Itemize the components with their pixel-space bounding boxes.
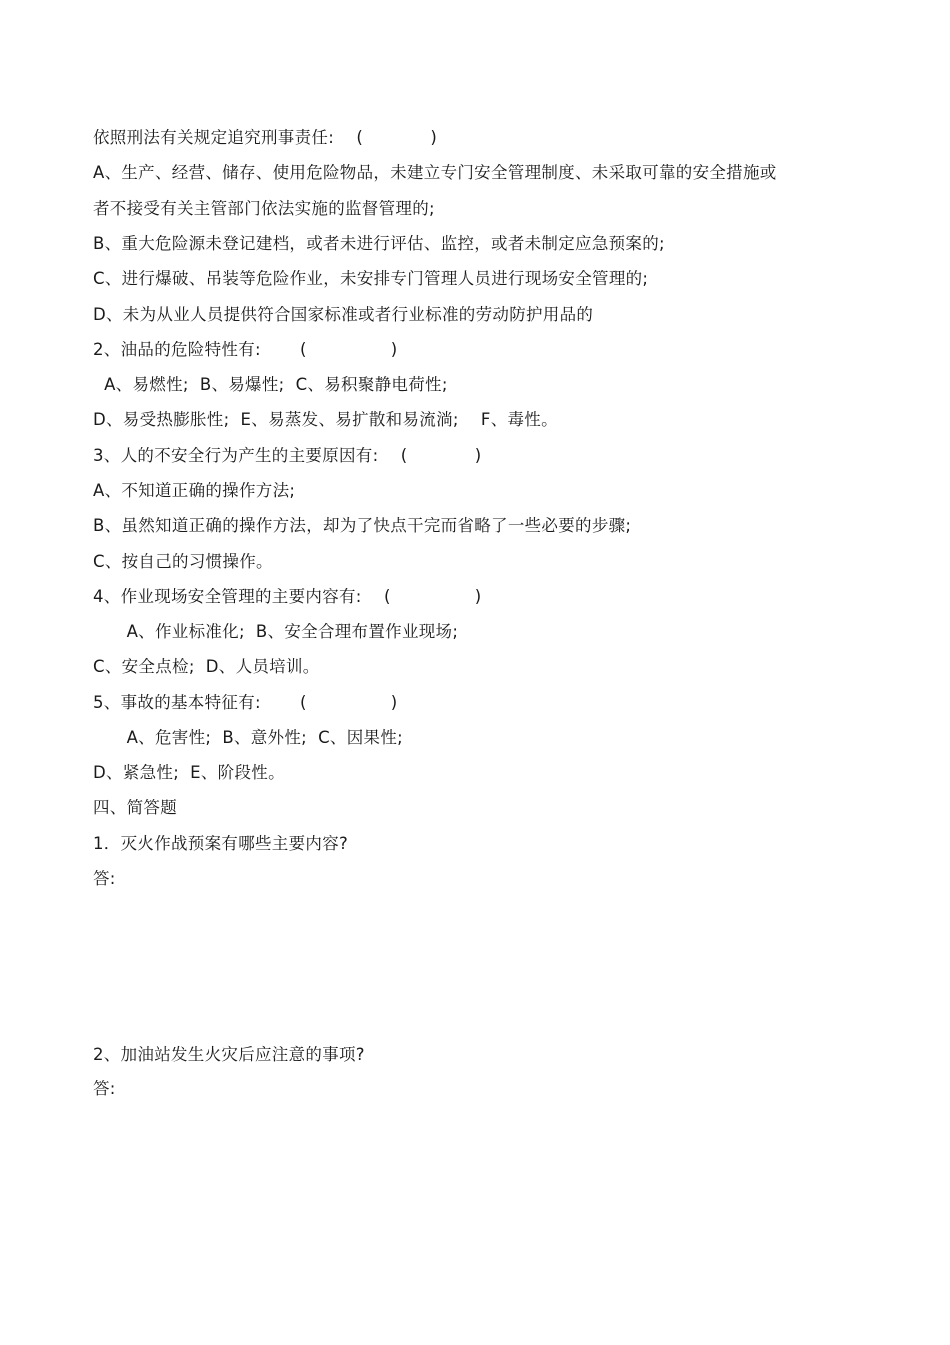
question-3-stem: 3、人的不安全行为产生的主要原因有: ( ): [93, 446, 482, 465]
question-2-options-def: D、易受热膨胀性; E、易蒸发、易扩散和易流淌; F、毒性。: [93, 410, 558, 429]
question-2-options-abc: A、易燃性; B、易爆性; C、易积聚静电荷性;: [93, 375, 448, 394]
answer-label-1: 答:: [93, 869, 116, 888]
question-3-option-b: B、虽然知道正确的操作方法，却为了快点干完而省略了一些必要的步骤;: [93, 516, 632, 535]
question-4-stem: 4、作业现场安全管理的主要内容有: ( ): [93, 587, 482, 606]
question-3-option-c: C、按自己的习惯操作。: [93, 552, 273, 571]
question-1-option-a-cont: 者不接受有关主管部门依法实施的监督管理的;: [93, 199, 435, 218]
question-4-options-cd: C、安全点检; D、人员培训。: [93, 657, 320, 676]
question-1-option-a: A、生产、经营、储存、使用危险物品，未建立专门安全管理制度、未采取可靠的安全措施或: [93, 163, 777, 182]
question-5-stem: 5、事故的基本特征有: ( ): [93, 693, 398, 712]
question-1-option-d: D、未为从业人员提供符合国家标准或者行业标准的劳动防护用品的: [93, 305, 594, 324]
question-4-options-ab: A、作业标准化; B、安全合理布置作业现场;: [93, 622, 459, 641]
question-1-stem: 依照刑法有关规定追究刑事责任: ( ): [93, 128, 438, 147]
answer-label-2: 答:: [93, 1079, 116, 1098]
question-5-options-de: D、紧急性; E、阶段性。: [93, 763, 285, 782]
short-answer-1: 1．灭火作战预案有哪些主要内容?: [93, 834, 349, 853]
question-3-option-a: A、不知道正确的操作方法;: [93, 481, 296, 500]
question-1-option-c: C、进行爆破、吊装等危险作业，未安排专门管理人员进行现场安全管理的;: [93, 269, 649, 288]
short-answer-2: 2、加油站发生火灾后应注意的事项?: [93, 1045, 365, 1064]
section-heading: 四、简答题: [93, 798, 177, 817]
question-2-stem: 2、油品的危险特性有: ( ): [93, 340, 398, 359]
question-5-options-abc: A、危害性; B、意外性; C、因果性;: [93, 728, 403, 747]
question-1-option-b: B、重大危险源未登记建档，或者未进行评估、监控，或者未制定应急预案的;: [93, 234, 665, 253]
